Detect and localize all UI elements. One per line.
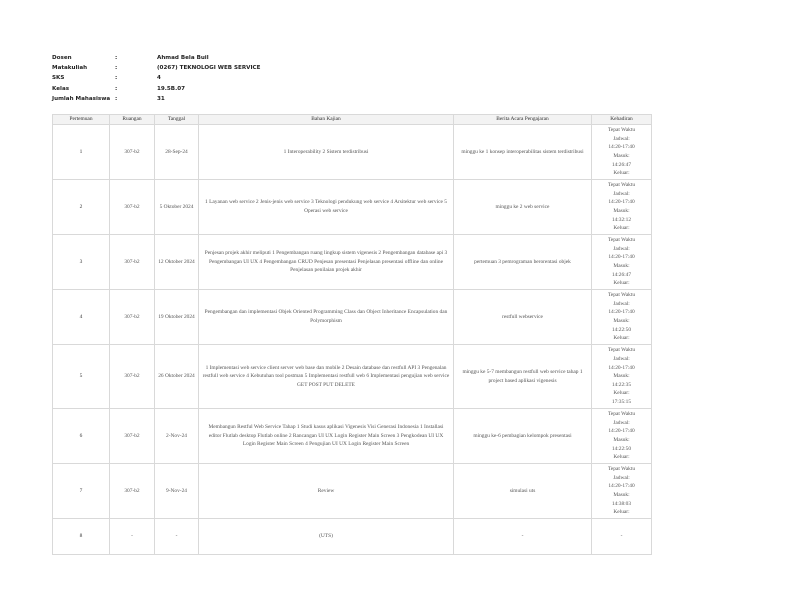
header-pertemuan: Pertemuan	[53, 115, 110, 125]
kehadiran-line: Masuk:	[613, 208, 630, 214]
kehadiran-line: Tepat Waktu	[607, 237, 636, 244]
kehadiran-line: Keluar:	[613, 170, 630, 177]
kehadiran-line: 14:22:50	[611, 445, 632, 452]
kehadiran-line: 14:38:03	[611, 500, 632, 507]
cell-tanggal: 5 Oktober 2024	[155, 180, 199, 235]
cell-kehadiran	[592, 180, 652, 235]
kehadiran-line: Keluar:	[613, 390, 630, 397]
info-separator: :	[115, 65, 118, 72]
cell-pertemuan: 4	[53, 290, 110, 345]
cell-bahan-kajian: 1 Interoperability 2 Sistem terdistribusi	[199, 125, 454, 180]
cell-kehadiran	[592, 290, 652, 345]
cell-berita-acara: pertemuan 3 pemrograman berorentasi objek	[454, 235, 592, 290]
cell-pertemuan: 2	[53, 180, 110, 235]
cell-pertemuan: 5	[53, 345, 110, 409]
header-bahan-kajian: Bahan Kajian	[199, 115, 454, 125]
info-value: (0267) TEKNOLOGI WEB SERVICE	[157, 65, 261, 72]
kehadiran-line: Tepat Waktu	[607, 347, 636, 354]
cell-bahan-kajian: (UTS)	[199, 519, 454, 555]
table-row	[53, 180, 652, 235]
kehadiran-line: 14:20-17:40	[608, 309, 635, 316]
kehadiran-line: 14:22:50	[611, 326, 632, 333]
cell-ruangan: 307-b2	[110, 235, 155, 290]
kehadiran-line: 14:26:47	[611, 161, 632, 168]
kehadiran-line: Tepat Waktu	[607, 292, 636, 299]
info-label: SKS	[52, 75, 65, 82]
cell-pertemuan: 6	[53, 409, 110, 464]
kehadiran-line: Masuk:	[613, 492, 630, 498]
cell-pertemuan: 7	[53, 464, 110, 519]
cell-bahan-kajian: Pengembangan dan implementasi Objek Oriented Programming Class dan Object Inheritance Encapsulation dan Polymorphism	[199, 290, 454, 345]
info-label: Kelas	[52, 85, 70, 92]
kehadiran-line: Jadwal:	[613, 356, 630, 363]
kehadiran-line: Tepat Waktu	[607, 182, 636, 189]
cell-ruangan: 307-b2	[110, 180, 155, 235]
cell-tanggal: 9-Nov-24	[155, 464, 199, 519]
cell-kehadiran	[592, 519, 652, 555]
table-row	[53, 464, 652, 519]
kehadiran-line: -	[620, 533, 623, 540]
cell-bahan-kajian: Membangun Restful Web Service Tahap 1 Studi kasus aplikasi Vigenesis Visi Generasi Indonesia 1 Installasi editor Flutlab desktop Flutlab online 2 Rancangan UI UX Login Register Main Screen 3 Pengkodean UI UX Login Register Main Screen 4 Pengujian UI UX Login Register Main Screen	[199, 409, 454, 464]
cell-pertemuan: 3	[53, 235, 110, 290]
kehadiran-line: Masuk:	[613, 318, 630, 324]
cell-kehadiran	[592, 409, 652, 464]
kehadiran-line: Masuk:	[613, 373, 630, 380]
kehadiran-line: Keluar:	[613, 509, 630, 516]
kehadiran-line: 14:20-17:40	[608, 254, 635, 261]
cell-tanggal: 19 Oktober 2024	[155, 290, 199, 345]
table-row	[53, 125, 652, 180]
info-separator: :	[115, 75, 118, 82]
kehadiran-line: 14:20-17:40	[608, 483, 635, 490]
cell-ruangan: 307-b2	[110, 125, 155, 180]
cell-berita-acara: minggu ke 1 konsep interoperabilitas sistem terdistribusi	[454, 125, 592, 180]
kehadiran-line: 14:20-17:40	[608, 428, 635, 435]
kehadiran-line: Masuk:	[613, 263, 630, 269]
kehadiran-line: Masuk:	[613, 153, 630, 159]
table-row	[53, 345, 652, 409]
cell-bahan-kajian: Review	[199, 464, 454, 519]
cell-ruangan: 307-b2	[110, 464, 155, 519]
kehadiran-line: Tepat Waktu	[607, 411, 636, 418]
info-label: Dosen	[52, 55, 72, 61]
kehadiran-line: 14:22:35	[611, 381, 632, 388]
info-separator: :	[115, 95, 118, 102]
info-separator: :	[115, 55, 118, 61]
cell-berita-acara: restfull webservice	[454, 290, 592, 345]
header-tanggal: Tanggal	[155, 115, 199, 125]
cell-berita-acara: simulasi uts	[454, 464, 592, 519]
table-body	[53, 125, 652, 555]
kehadiran-line: Keluar:	[613, 225, 630, 232]
cell-tanggal: 12 Oktober 2024	[155, 235, 199, 290]
cell-tanggal: 26 Oktober 2024	[155, 345, 199, 409]
kehadiran-line: Jadwal:	[613, 190, 630, 197]
info-value: 4	[157, 75, 161, 82]
kehadiran-line: 14:20-17:40	[608, 364, 635, 371]
kehadiran-line: 14:20-17:40	[608, 199, 635, 206]
cell-kehadiran	[592, 235, 652, 290]
cell-ruangan: 307-b2	[110, 290, 155, 345]
info-value: 19.5B.07	[157, 85, 185, 92]
table-header-row	[53, 115, 652, 125]
attendance-table	[52, 114, 652, 555]
table-row	[53, 519, 652, 555]
cell-pertemuan: 1	[53, 125, 110, 180]
kehadiran-line: Keluar:	[613, 454, 630, 461]
info-separator: :	[115, 85, 118, 92]
cell-tanggal: 2-Nov-24	[155, 409, 199, 464]
cell-bahan-kajian: 1 Implementasi web service client server web base dan mobile 2 Desain database dan restfull API 3 Pengenalan restfull web service 4 Kebutuhan tool postman 5 Implementasi restfull web 6 Implementasi pengujian web service GET POST PUT DELETE	[199, 345, 454, 409]
kehadiran-line: Jadwal:	[613, 300, 630, 307]
cell-tanggal: -	[155, 519, 199, 555]
table-row	[53, 409, 652, 464]
cell-berita-acara: -	[454, 519, 592, 555]
kehadiran-line: Keluar:	[613, 280, 630, 287]
kehadiran-line: 14:26:47	[611, 271, 632, 278]
info-label: Matakuliah	[52, 65, 88, 72]
info-label: Jumlah Mahasiswa	[52, 95, 111, 102]
header-berita-acara: Berita Acara Pengajaran	[454, 115, 592, 125]
kehadiran-line: Keluar:	[613, 335, 630, 342]
cell-kehadiran	[592, 125, 652, 180]
cell-ruangan: 307-b2	[110, 345, 155, 409]
cell-kehadiran	[592, 464, 652, 519]
cell-bahan-kajian: 1 Layanan web service 2 Jenis-jenis web service 3 Teknologi pendukung web service 4 Arsitektur web service 5 Operasi web service	[199, 180, 454, 235]
kehadiran-line: Jadwal:	[613, 135, 630, 142]
cell-tanggal: 28-Sep-24	[155, 125, 199, 180]
kehadiran-line: 14:32:12	[611, 216, 632, 223]
kehadiran-line: Masuk:	[613, 437, 630, 443]
kehadiran-line: Jadwal:	[613, 419, 630, 426]
header-ruangan: Ruangan	[110, 115, 155, 125]
header-kehadiran: Kehadiran	[592, 115, 652, 125]
cell-ruangan: -	[110, 519, 155, 555]
kehadiran-line: 14:20-17:40	[608, 144, 635, 151]
info-value: Ahmad Bela Buil	[157, 55, 209, 61]
kehadiran-line: Tepat Waktu	[607, 466, 636, 473]
cell-berita-acara: minggu ke 5-7 membangun restfull web service tahap 1 project based aplikasi vigenesis	[454, 345, 592, 409]
kehadiran-line: Tepat Waktu	[607, 127, 636, 134]
cell-berita-acara: minggu ke 2 web service	[454, 180, 592, 235]
cell-kehadiran	[592, 345, 652, 409]
kehadiran-line: Jadwal:	[613, 474, 630, 481]
kehadiran-line: 17:35:15	[611, 398, 632, 405]
cell-pertemuan: 8	[53, 519, 110, 555]
cell-bahan-kajian: Penjesan projek akhir meliputi 1 Pengembangan ruang lingkup sistem vigenesis 2 Pengembangan database api 3 Pengembangan UI UX 4 Pengembangan CRUD Penjesan presentasi Penjelasan presentasi offline dan online Penjelasan penilaian projek akhir	[199, 235, 454, 290]
info-value: 31	[157, 95, 165, 102]
kehadiran-line: Jadwal:	[613, 245, 630, 252]
cell-ruangan: 307-b2	[110, 409, 155, 464]
table-row	[53, 235, 652, 290]
cell-berita-acara: minggu ke-6 pembagian kelompok presentasi	[454, 409, 592, 464]
table-row	[53, 290, 652, 345]
